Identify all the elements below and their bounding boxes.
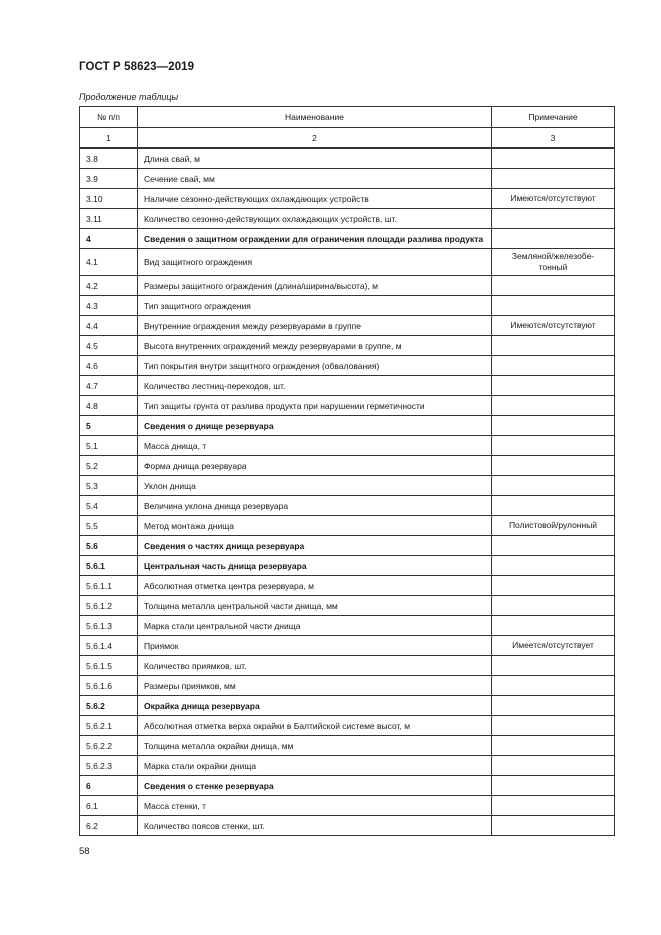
- cell-name: Сведения о днище резервуара: [138, 416, 492, 436]
- cell-name: Величина уклона днища резервуара: [138, 496, 492, 516]
- cell-name: Внутренние ограждения между резервуарами в группе: [138, 316, 492, 336]
- cell-number: 4.8: [80, 396, 138, 416]
- cell-note: [492, 696, 615, 716]
- table-row: [80, 436, 615, 456]
- cell-number: 5.4: [80, 496, 138, 516]
- table-row: [80, 736, 615, 756]
- column-number-2: 2: [138, 128, 492, 149]
- table-row: [80, 148, 615, 169]
- cell-number: 3.8: [80, 148, 138, 169]
- cell-name: Уклон днища: [138, 476, 492, 496]
- cell-name: Марка стали окрайки днища: [138, 756, 492, 776]
- table-row: [80, 316, 615, 336]
- cell-name: Масса днища, т: [138, 436, 492, 456]
- table-row: [80, 376, 615, 396]
- cell-note: [492, 436, 615, 456]
- cell-number: 5.5: [80, 516, 138, 536]
- cell-name: Абсолютная отметка верха окрайки в Балтийской системе высот, м: [138, 716, 492, 736]
- table-row: [80, 576, 615, 596]
- cell-number: 4.4: [80, 316, 138, 336]
- column-number-3: 3: [492, 128, 615, 149]
- cell-note: [492, 616, 615, 636]
- table-section-row: [80, 696, 615, 716]
- cell-note: Имеются/отсутствуют: [492, 189, 615, 209]
- page-number: 58: [79, 846, 90, 857]
- table-row: [80, 456, 615, 476]
- table-section-row: [80, 536, 615, 556]
- cell-number: 3.9: [80, 169, 138, 189]
- table-row: [80, 596, 615, 616]
- table-row: [80, 356, 615, 376]
- table-row: [80, 676, 615, 696]
- column-number-1: 1: [80, 128, 138, 149]
- cell-number: 5.6.2.2: [80, 736, 138, 756]
- table-row: [80, 249, 615, 276]
- cell-name: Количество сезонно-действующих охлаждающих устройств, шт.: [138, 209, 492, 229]
- cell-number: 5: [80, 416, 138, 436]
- cell-number: 6: [80, 776, 138, 796]
- table-row: [80, 276, 615, 296]
- cell-note: [492, 209, 615, 229]
- cell-note: [492, 776, 615, 796]
- cell-number: 5.2: [80, 456, 138, 476]
- column-header-name: Наименование: [138, 107, 492, 128]
- table-row: [80, 336, 615, 356]
- cell-number: 5.1: [80, 436, 138, 456]
- cell-note: [492, 816, 615, 836]
- table-row: [80, 636, 615, 656]
- table-row: [80, 209, 615, 229]
- cell-note: [492, 556, 615, 576]
- table-body: [80, 107, 615, 836]
- cell-number: 6.1: [80, 796, 138, 816]
- cell-number: 5.6.2.3: [80, 756, 138, 776]
- cell-number: 5.6.1.5: [80, 656, 138, 676]
- cell-name: Длина свай, м: [138, 148, 492, 169]
- cell-number: 5.3: [80, 476, 138, 496]
- cell-note: [492, 796, 615, 816]
- cell-name: Размеры защитного ограждения (длина/ширина/высота), м: [138, 276, 492, 296]
- table-row: [80, 496, 615, 516]
- cell-note: [492, 376, 615, 396]
- cell-number: 4.3: [80, 296, 138, 316]
- cell-name: Количество поясов стенки, шт.: [138, 816, 492, 836]
- cell-name: Наличие сезонно-действующих охлаждающих устройств: [138, 189, 492, 209]
- cell-number: 5.6.1: [80, 556, 138, 576]
- cell-number: 4.2: [80, 276, 138, 296]
- cell-name: Тип защиты грунта от разлива продукта при нарушении герметичности: [138, 396, 492, 416]
- cell-note: [492, 416, 615, 436]
- cell-name: Форма днища резервуара: [138, 456, 492, 476]
- cell-name: Приямок: [138, 636, 492, 656]
- cell-note: [492, 736, 615, 756]
- cell-note: [492, 496, 615, 516]
- cell-note: [492, 396, 615, 416]
- column-numbers-row: [80, 128, 615, 149]
- cell-name: Сечение свай, мм: [138, 169, 492, 189]
- table-section-row: [80, 556, 615, 576]
- cell-number: 5.6.2.1: [80, 716, 138, 736]
- cell-number: 3.11: [80, 209, 138, 229]
- cell-note: [492, 276, 615, 296]
- column-header-note: Примечание: [492, 107, 615, 128]
- cell-note: [492, 596, 615, 616]
- table-section-row: [80, 776, 615, 796]
- cell-note: [492, 656, 615, 676]
- cell-name: Окрайка днища резервуара: [138, 696, 492, 716]
- cell-note: [492, 576, 615, 596]
- cell-name: Сведения о стенке резервуара: [138, 776, 492, 796]
- document-title: ГОСТ Р 58623—2019: [79, 61, 195, 73]
- cell-name: Толщина металла окрайки днища, мм: [138, 736, 492, 756]
- cell-note: Имеется/отсутствует: [492, 636, 615, 656]
- cell-name: Количество лестниц-переходов, шт.: [138, 376, 492, 396]
- cell-note: [492, 476, 615, 496]
- cell-name: Толщина металла центральной части днища, мм: [138, 596, 492, 616]
- cell-name: Метод монтажа днища: [138, 516, 492, 536]
- cell-name: Тип покрытия внутри защитного ограждения (обвалования): [138, 356, 492, 376]
- table-row: [80, 516, 615, 536]
- cell-number: 3.10: [80, 189, 138, 209]
- table-row: [80, 796, 615, 816]
- cell-number: 5.6.1.2: [80, 596, 138, 616]
- cell-note: [492, 716, 615, 736]
- table-continuation-caption: Продолжение таблицы: [79, 92, 179, 102]
- cell-name: Количество приямков, шт.: [138, 656, 492, 676]
- table-header-row: [80, 107, 615, 128]
- cell-number: 4.1: [80, 249, 138, 276]
- cell-name: Марка стали центральной части днища: [138, 616, 492, 636]
- cell-number: 5.6.1.3: [80, 616, 138, 636]
- cell-number: 6.2: [80, 816, 138, 836]
- cell-name: Размеры приямков, мм: [138, 676, 492, 696]
- cell-note: [492, 148, 615, 169]
- table-row: [80, 476, 615, 496]
- cell-note: Полистовой/рулонный: [492, 516, 615, 536]
- cell-note: [492, 336, 615, 356]
- cell-note: [492, 229, 615, 249]
- cell-note: [492, 296, 615, 316]
- column-header-number: № п/п: [80, 107, 138, 128]
- cell-note: Земляной/железобе-тонный: [492, 249, 615, 276]
- cell-note: [492, 536, 615, 556]
- table-row: [80, 716, 615, 736]
- table-row: [80, 296, 615, 316]
- cell-number: 5.6.2: [80, 696, 138, 716]
- table-row: [80, 189, 615, 209]
- cell-note: [492, 456, 615, 476]
- cell-number: 4.6: [80, 356, 138, 376]
- cell-name: Центральная часть днища резервуара: [138, 556, 492, 576]
- table-row: [80, 169, 615, 189]
- table-section-row: [80, 416, 615, 436]
- table-row: [80, 756, 615, 776]
- cell-name: Сведения о частях днища резервуара: [138, 536, 492, 556]
- cell-note: [492, 169, 615, 189]
- cell-number: 4: [80, 229, 138, 249]
- cell-name: Масса стенки, т: [138, 796, 492, 816]
- cell-note: Имеются/отсутствуют: [492, 316, 615, 336]
- cell-number: 5.6: [80, 536, 138, 556]
- table-row: [80, 656, 615, 676]
- cell-note: [492, 756, 615, 776]
- table-row: [80, 396, 615, 416]
- table-row: [80, 816, 615, 836]
- cell-note: [492, 676, 615, 696]
- table-section-row: [80, 229, 615, 249]
- cell-name: Абсолютная отметка центра резервуара, м: [138, 576, 492, 596]
- cell-number: 4.5: [80, 336, 138, 356]
- cell-name: Вид защитного ограждения: [138, 249, 492, 276]
- cell-number: 5.6.1.1: [80, 576, 138, 596]
- cell-number: 4.7: [80, 376, 138, 396]
- cell-note: [492, 356, 615, 376]
- cell-number: 5.6.1.4: [80, 636, 138, 656]
- specification-table: [79, 106, 615, 836]
- cell-name: Сведения о защитном ограждении для ограничения площади разлива продукта: [138, 229, 492, 249]
- table-row: [80, 616, 615, 636]
- cell-number: 5.6.1.6: [80, 676, 138, 696]
- cell-name: Тип защитного ограждения: [138, 296, 492, 316]
- cell-name: Высота внутренних ограждений между резервуарами в группе, м: [138, 336, 492, 356]
